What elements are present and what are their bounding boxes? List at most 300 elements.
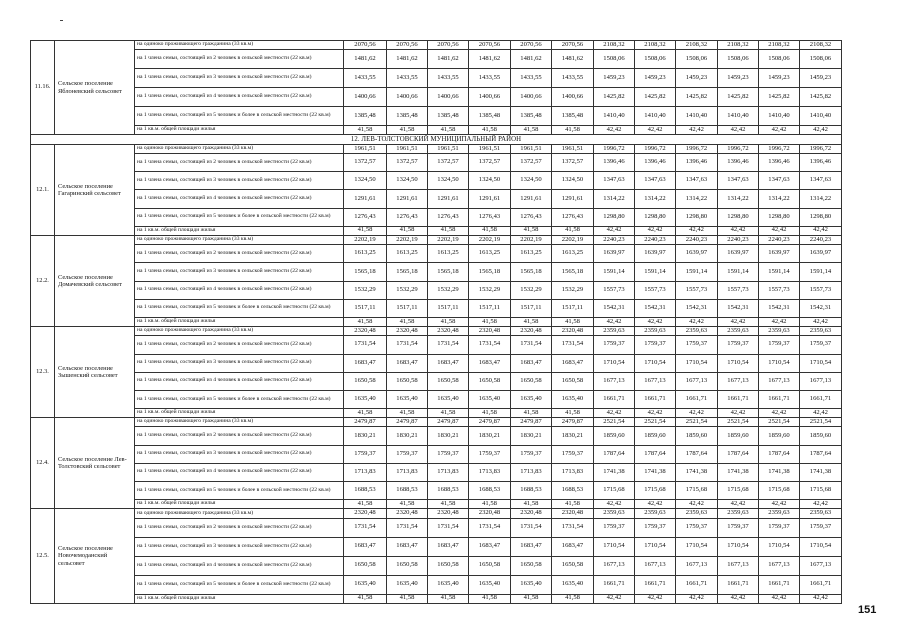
- value-cell: 1731,54: [344, 336, 387, 354]
- value-cell: 1787,64: [718, 445, 759, 463]
- norm-description: на 1 члена семьи, состоящей из 2 человек в сельской местности (22 кв.м): [135, 154, 344, 172]
- value-cell: 1683,47: [469, 354, 511, 372]
- value-cell: 1759,37: [759, 518, 800, 537]
- value-cell: 1433,55: [428, 69, 469, 88]
- table-row: [31, 107, 842, 126]
- settlement-code: 12.3.: [31, 327, 55, 418]
- settlement-name: Сельское поселение Лев-Толстовский сельсовет: [55, 418, 135, 509]
- value-cell: 1677,13: [594, 372, 635, 390]
- value-cell: 1557,73: [718, 281, 759, 299]
- value-cell: 41,58: [469, 226, 511, 235]
- table-row: [31, 208, 842, 226]
- value-cell: 1385,48: [387, 107, 428, 126]
- value-cell: 1731,54: [552, 336, 594, 354]
- value-cell: 1759,37: [511, 445, 552, 463]
- value-cell: 1683,47: [511, 354, 552, 372]
- value-cell: 1639,97: [676, 245, 718, 263]
- value-cell: 42,42: [635, 594, 676, 603]
- table-row: [31, 190, 842, 208]
- value-cell: 1859,60: [759, 427, 800, 445]
- value-cell: 42,42: [635, 126, 676, 135]
- value-cell: 42,42: [676, 594, 718, 603]
- value-cell: 1961,51: [387, 144, 428, 153]
- value-cell: 42,42: [759, 226, 800, 235]
- value-cell: 1425,82: [759, 88, 800, 107]
- norm-description: на 1 члена семьи, состоящей из 4 человек в сельской местности (22 кв.м): [135, 556, 344, 575]
- value-cell: 2202,19: [428, 236, 469, 245]
- norm-description: на 1 члена семьи, состоящей из 2 человек в сельской местности (22 кв.м): [135, 518, 344, 537]
- value-cell: 1996,72: [594, 144, 635, 153]
- table-row: [31, 226, 842, 235]
- value-cell: 1459,23: [800, 69, 842, 88]
- value-cell: 2320,48: [344, 509, 387, 518]
- value-cell: 1324,50: [344, 172, 387, 190]
- value-cell: 1425,82: [718, 88, 759, 107]
- value-cell: 2240,23: [718, 236, 759, 245]
- value-cell: 1713,83: [428, 463, 469, 481]
- value-cell: 1635,40: [344, 575, 387, 594]
- value-cell: 1759,37: [552, 445, 594, 463]
- value-cell: 1314,22: [718, 190, 759, 208]
- value-cell: 1830,21: [511, 427, 552, 445]
- value-cell: 42,42: [800, 594, 842, 603]
- value-cell: 42,42: [635, 226, 676, 235]
- value-cell: 1688,53: [511, 482, 552, 500]
- value-cell: 1613,25: [387, 245, 428, 263]
- value-cell: 2359,63: [800, 509, 842, 518]
- value-cell: 1759,37: [676, 336, 718, 354]
- value-cell: 1650,58: [469, 556, 511, 575]
- table-row: [31, 41, 842, 50]
- table-row: [31, 556, 842, 575]
- value-cell: 42,42: [594, 317, 635, 326]
- value-cell: 1291,61: [469, 190, 511, 208]
- value-cell: 1677,13: [759, 372, 800, 390]
- value-cell: 1639,97: [635, 245, 676, 263]
- norm-description: на 1 члена семьи, состоящей из 4 человек в сельской местности (22 кв.м): [135, 190, 344, 208]
- value-cell: 1650,58: [344, 556, 387, 575]
- value-cell: 1961,51: [552, 144, 594, 153]
- value-cell: 1710,54: [676, 354, 718, 372]
- value-cell: 41,58: [511, 409, 552, 418]
- value-cell: 1400,66: [387, 88, 428, 107]
- value-cell: 1759,37: [635, 336, 676, 354]
- value-cell: 1532,29: [344, 281, 387, 299]
- value-cell: 1683,47: [552, 354, 594, 372]
- norm-description: на одиноко проживающего гражданина (33 кв.м): [135, 236, 344, 245]
- value-cell: 2359,63: [718, 327, 759, 336]
- value-cell: 41,58: [428, 594, 469, 603]
- norm-description: на 1 члена семьи, состоящей из 5 человек и более в сельской местности (22 кв.м): [135, 482, 344, 500]
- value-cell: 1710,54: [800, 537, 842, 556]
- value-cell: 1715,68: [718, 482, 759, 500]
- value-cell: 41,58: [552, 226, 594, 235]
- value-cell: 41,58: [552, 594, 594, 603]
- value-cell: 1731,54: [511, 518, 552, 537]
- value-cell: 1635,40: [552, 390, 594, 408]
- value-cell: 1410,40: [718, 107, 759, 126]
- value-cell: 42,42: [594, 126, 635, 135]
- value-cell: 2479,87: [552, 418, 594, 427]
- table-row: [31, 50, 842, 69]
- value-cell: 2240,23: [759, 236, 800, 245]
- value-cell: 2070,56: [511, 41, 552, 50]
- value-cell: 1710,54: [635, 537, 676, 556]
- value-cell: 1859,60: [594, 427, 635, 445]
- value-cell: 2320,48: [469, 509, 511, 518]
- norm-description: на 1 члена семьи, состоящей из 5 человек и более в сельской местности (22 кв.м): [135, 575, 344, 594]
- table-row: [31, 427, 842, 445]
- value-cell: 1961,51: [511, 144, 552, 153]
- value-cell: 1731,54: [344, 518, 387, 537]
- value-cell: 1291,61: [387, 190, 428, 208]
- value-cell: 1759,37: [428, 445, 469, 463]
- norm-description: на 1 члена семьи, состоящей из 3 человек в сельской местности (22 кв.м): [135, 537, 344, 556]
- value-cell: 1396,46: [676, 154, 718, 172]
- value-cell: 1741,38: [635, 463, 676, 481]
- table-row: [31, 390, 842, 408]
- district-title: 12. ЛЕВ-ТОЛСТОВСКИЙ МУНИЦИПАЛЬНЫЙ РАЙОН: [31, 135, 842, 145]
- value-cell: 2108,32: [718, 41, 759, 50]
- value-cell: 1459,23: [759, 69, 800, 88]
- value-cell: 1347,63: [718, 172, 759, 190]
- value-cell: 2359,63: [676, 327, 718, 336]
- value-cell: 1314,22: [594, 190, 635, 208]
- table-row: [31, 354, 842, 372]
- value-cell: 42,42: [594, 500, 635, 509]
- table-row: [31, 172, 842, 190]
- value-cell: 1688,53: [428, 482, 469, 500]
- value-cell: 1661,71: [759, 390, 800, 408]
- value-cell: 41,58: [469, 594, 511, 603]
- value-cell: 1759,37: [344, 445, 387, 463]
- value-cell: 1372,57: [469, 154, 511, 172]
- value-cell: 1859,60: [635, 427, 676, 445]
- value-cell: 2479,87: [511, 418, 552, 427]
- value-cell: 1557,73: [800, 281, 842, 299]
- value-cell: 1710,54: [759, 354, 800, 372]
- value-cell: 41,58: [469, 500, 511, 509]
- value-cell: 1459,23: [676, 69, 718, 88]
- value-cell: 1542,31: [676, 299, 718, 317]
- value-cell: 41,58: [511, 317, 552, 326]
- value-cell: 2240,23: [635, 236, 676, 245]
- value-cell: 1650,58: [552, 556, 594, 575]
- norm-description: на 1 члена семьи, состоящей из 2 человек в сельской местности (22 кв.м): [135, 50, 344, 69]
- value-cell: 42,42: [676, 500, 718, 509]
- value-cell: 2359,63: [759, 327, 800, 336]
- value-cell: 42,42: [594, 594, 635, 603]
- value-cell: 42,42: [718, 317, 759, 326]
- value-cell: 1557,73: [676, 281, 718, 299]
- value-cell: 1650,58: [511, 372, 552, 390]
- table-row: [31, 126, 842, 135]
- value-cell: 1661,71: [676, 390, 718, 408]
- value-cell: 1459,23: [594, 69, 635, 88]
- value-cell: 1517,11: [552, 299, 594, 317]
- value-cell: 1517,11: [344, 299, 387, 317]
- norm-description: на 1 члена семьи, состоящей из 3 человек в сельской местности (22 кв.м): [135, 69, 344, 88]
- value-cell: 2320,48: [552, 327, 594, 336]
- norm-description: на 1 члена семьи, состоящей из 2 человек в сельской местности (22 кв.м): [135, 427, 344, 445]
- value-cell: 1677,13: [635, 556, 676, 575]
- value-cell: 1996,72: [800, 144, 842, 153]
- value-cell: 42,42: [594, 409, 635, 418]
- value-cell: 1677,13: [718, 372, 759, 390]
- value-cell: 1677,13: [800, 556, 842, 575]
- value-cell: 1650,58: [387, 372, 428, 390]
- table-row: [31, 463, 842, 481]
- value-cell: 2479,87: [387, 418, 428, 427]
- value-cell: 1661,71: [594, 575, 635, 594]
- value-cell: 41,58: [511, 500, 552, 509]
- value-cell: 1385,48: [428, 107, 469, 126]
- norm-description: на 1 члена семьи, состоящей из 3 человек в сельской местности (22 кв.м): [135, 445, 344, 463]
- value-cell: 1683,47: [428, 354, 469, 372]
- value-cell: 41,58: [428, 126, 469, 135]
- norm-description: на одиноко проживающего гражданина (33 кв.м): [135, 509, 344, 518]
- value-cell: 1591,14: [800, 263, 842, 281]
- norm-description: на 1 члена семьи, состоящей из 4 человек в сельской местности (22 кв.м): [135, 281, 344, 299]
- value-cell: 1565,18: [344, 263, 387, 281]
- value-cell: 42,42: [759, 317, 800, 326]
- table-row: [31, 245, 842, 263]
- value-cell: 1372,57: [428, 154, 469, 172]
- value-cell: 1741,38: [676, 463, 718, 481]
- value-cell: 1372,57: [552, 154, 594, 172]
- value-cell: 1324,50: [511, 172, 552, 190]
- value-cell: 1396,46: [718, 154, 759, 172]
- value-cell: 1508,06: [759, 50, 800, 69]
- value-cell: 41,58: [511, 126, 552, 135]
- value-cell: 42,42: [676, 226, 718, 235]
- value-cell: 1759,37: [594, 518, 635, 537]
- value-cell: 1650,58: [428, 556, 469, 575]
- page-number: 151: [858, 604, 877, 616]
- value-cell: 42,42: [718, 226, 759, 235]
- district-header-row: [31, 135, 842, 145]
- value-cell: 1276,43: [552, 208, 594, 226]
- value-cell: 1433,55: [344, 69, 387, 88]
- value-cell: 1859,60: [800, 427, 842, 445]
- value-cell: 1542,31: [800, 299, 842, 317]
- value-cell: 1347,63: [594, 172, 635, 190]
- value-cell: 1276,43: [469, 208, 511, 226]
- table-row: [31, 409, 842, 418]
- value-cell: 1961,51: [344, 144, 387, 153]
- value-cell: 1961,51: [428, 144, 469, 153]
- value-cell: 2108,32: [594, 41, 635, 50]
- value-cell: 1677,13: [800, 372, 842, 390]
- value-cell: 2521,54: [759, 418, 800, 427]
- value-cell: 1314,22: [676, 190, 718, 208]
- value-cell: 2320,48: [511, 327, 552, 336]
- value-cell: 1639,97: [800, 245, 842, 263]
- value-cell: 1741,38: [594, 463, 635, 481]
- table-row: [31, 372, 842, 390]
- value-cell: 1741,38: [718, 463, 759, 481]
- value-cell: 1859,60: [676, 427, 718, 445]
- value-cell: 42,42: [718, 126, 759, 135]
- value-cell: 42,42: [800, 409, 842, 418]
- value-cell: 1710,54: [800, 354, 842, 372]
- value-cell: 1433,55: [387, 69, 428, 88]
- norm-description: на 1 члена семьи, состоящей из 3 человек в сельской местности (22 кв.м): [135, 263, 344, 281]
- value-cell: 1731,54: [511, 336, 552, 354]
- value-cell: 41,58: [428, 500, 469, 509]
- scan-mark: [60, 20, 63, 21]
- value-cell: 2320,48: [469, 327, 511, 336]
- value-cell: 1291,61: [511, 190, 552, 208]
- value-cell: 42,42: [800, 317, 842, 326]
- value-cell: 1324,50: [552, 172, 594, 190]
- value-cell: 1650,58: [511, 556, 552, 575]
- value-cell: 1759,37: [594, 336, 635, 354]
- value-cell: 1517,11: [511, 299, 552, 317]
- norm-description: на 1 члена семьи, состоящей из 5 человек и более в сельской местности (22 кв.м): [135, 107, 344, 126]
- value-cell: 1400,66: [511, 88, 552, 107]
- value-cell: 1298,80: [759, 208, 800, 226]
- value-cell: 42,42: [676, 126, 718, 135]
- value-cell: 2359,63: [594, 509, 635, 518]
- value-cell: 1996,72: [676, 144, 718, 153]
- table-row: [31, 88, 842, 107]
- value-cell: 1650,58: [552, 372, 594, 390]
- value-cell: 1650,58: [469, 372, 511, 390]
- value-cell: 1532,29: [552, 281, 594, 299]
- value-cell: 1298,80: [718, 208, 759, 226]
- value-cell: 1542,31: [759, 299, 800, 317]
- value-cell: 2070,56: [428, 41, 469, 50]
- value-cell: 1425,82: [594, 88, 635, 107]
- value-cell: 1557,73: [759, 281, 800, 299]
- value-cell: 41,58: [387, 500, 428, 509]
- value-cell: 1508,06: [718, 50, 759, 69]
- value-cell: 2070,56: [469, 41, 511, 50]
- value-cell: 1759,37: [800, 518, 842, 537]
- norm-description: на 1 члена семьи, состоящей из 5 человек и более в сельской местности (22 кв.м): [135, 208, 344, 226]
- table-row: [31, 482, 842, 500]
- value-cell: 2202,19: [387, 236, 428, 245]
- value-cell: 1731,54: [428, 336, 469, 354]
- value-cell: 1787,64: [759, 445, 800, 463]
- value-cell: 41,58: [511, 226, 552, 235]
- value-cell: 1650,58: [344, 372, 387, 390]
- norm-description: на 1 кв.м. общей площади жилья: [135, 317, 344, 326]
- value-cell: 1459,23: [718, 69, 759, 88]
- value-cell: 1713,83: [552, 463, 594, 481]
- value-cell: 1715,68: [594, 482, 635, 500]
- value-cell: 1433,55: [552, 69, 594, 88]
- table-row: [31, 327, 842, 336]
- norm-description: на 1 кв.м. общей площади жилья: [135, 409, 344, 418]
- value-cell: 42,42: [759, 500, 800, 509]
- value-cell: 1591,14: [718, 263, 759, 281]
- value-cell: 42,42: [800, 500, 842, 509]
- value-cell: 2202,19: [552, 236, 594, 245]
- value-cell: 1298,80: [800, 208, 842, 226]
- value-cell: 1635,40: [469, 390, 511, 408]
- value-cell: 1677,13: [718, 556, 759, 575]
- value-cell: 1759,37: [718, 518, 759, 537]
- value-cell: 2479,87: [469, 418, 511, 427]
- value-cell: 1677,13: [676, 372, 718, 390]
- norm-description: на одиноко проживающего гражданина (33 кв.м): [135, 144, 344, 153]
- settlement-code: 12.2.: [31, 236, 55, 327]
- value-cell: 1677,13: [635, 372, 676, 390]
- value-cell: 1635,40: [428, 575, 469, 594]
- value-cell: 1635,40: [511, 390, 552, 408]
- norm-description: на 1 кв.м. общей площади жилья: [135, 226, 344, 235]
- value-cell: 42,42: [676, 409, 718, 418]
- value-cell: 1759,37: [800, 336, 842, 354]
- value-cell: 1710,54: [759, 537, 800, 556]
- value-cell: 1532,29: [469, 281, 511, 299]
- value-cell: 1291,61: [428, 190, 469, 208]
- value-cell: 2320,48: [428, 327, 469, 336]
- value-cell: 1639,97: [594, 245, 635, 263]
- value-cell: 1517,11: [387, 299, 428, 317]
- norm-description: на одиноко проживающего гражданина (33 кв.м): [135, 327, 344, 336]
- value-cell: 1410,40: [676, 107, 718, 126]
- value-cell: 1731,54: [428, 518, 469, 537]
- table-row: [31, 154, 842, 172]
- value-cell: 41,58: [387, 317, 428, 326]
- table-row: [31, 509, 842, 518]
- norm-description: на 1 кв.м. общей площади жилья: [135, 594, 344, 603]
- value-cell: 1830,21: [469, 427, 511, 445]
- value-cell: 1314,22: [635, 190, 676, 208]
- value-cell: 1613,25: [469, 245, 511, 263]
- value-cell: 2320,48: [552, 509, 594, 518]
- value-cell: 2521,54: [635, 418, 676, 427]
- value-cell: 1542,31: [635, 299, 676, 317]
- value-cell: 1759,37: [387, 445, 428, 463]
- value-cell: 42,42: [676, 317, 718, 326]
- table-row: [31, 281, 842, 299]
- value-cell: 1532,29: [387, 281, 428, 299]
- value-cell: 1508,06: [635, 50, 676, 69]
- value-cell: 1731,54: [387, 336, 428, 354]
- table-row: [31, 418, 842, 427]
- value-cell: 42,42: [718, 409, 759, 418]
- value-cell: 1347,63: [635, 172, 676, 190]
- value-cell: 1385,48: [511, 107, 552, 126]
- norm-description: на 1 кв.м. общей площади жилья: [135, 126, 344, 135]
- value-cell: 2240,23: [594, 236, 635, 245]
- table-row: [31, 445, 842, 463]
- value-cell: 1759,37: [469, 445, 511, 463]
- value-cell: 1324,50: [469, 172, 511, 190]
- value-cell: 1396,46: [594, 154, 635, 172]
- value-cell: 1787,64: [594, 445, 635, 463]
- value-cell: 1613,25: [552, 245, 594, 263]
- value-cell: 1591,14: [759, 263, 800, 281]
- value-cell: 1532,29: [511, 281, 552, 299]
- value-cell: 1542,31: [718, 299, 759, 317]
- value-cell: 41,58: [552, 317, 594, 326]
- value-cell: 1688,53: [387, 482, 428, 500]
- value-cell: 1661,71: [718, 390, 759, 408]
- value-cell: 1741,38: [759, 463, 800, 481]
- norm-description: на 1 кв.м. общей площади жилья: [135, 500, 344, 509]
- value-cell: 2240,23: [676, 236, 718, 245]
- value-cell: 1683,47: [344, 354, 387, 372]
- value-cell: 1683,47: [552, 537, 594, 556]
- norm-description: на одиноко проживающего гражданина (33 кв.м): [135, 418, 344, 427]
- value-cell: 2521,54: [676, 418, 718, 427]
- value-cell: 1385,48: [469, 107, 511, 126]
